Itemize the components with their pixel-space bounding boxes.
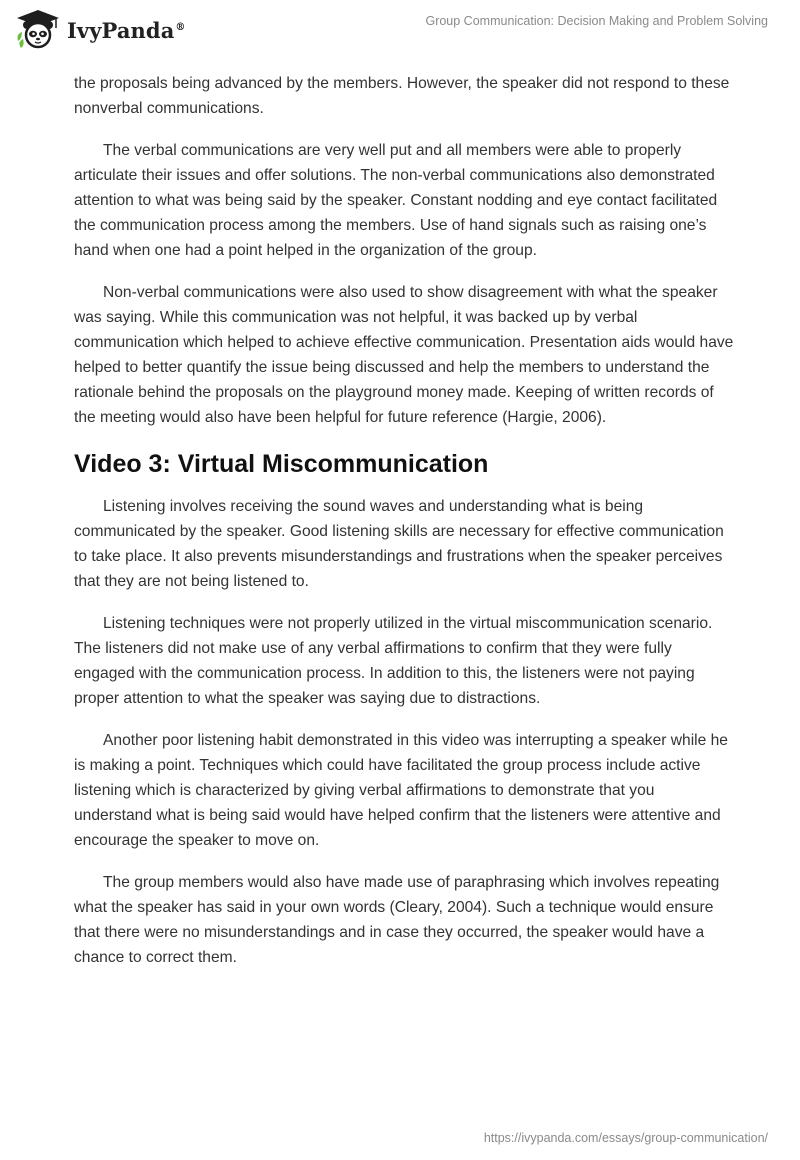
section-heading: Video 3: Virtual Miscommunication — [74, 450, 489, 478]
paragraph-nonverbal-disagreement: Non-verbal communications were also used to show disagreement with what the speaker was saying. While this communication was not helpful, it was backed up by verbal communication which helped to achieve effective communication. Presentation aids would have helped to better quantify the issue being discussed and help the members to understand the rationale behind the proposals on the playground money made. Keeping of written records of the meeting would also have been helpful for future reference (Hargie, 2006). — [74, 284, 734, 426]
panda-graduate-icon — [14, 8, 62, 50]
paragraph-listening-definition: Listening involves receiving the sound waves and understanding what is being communicated by the speaker. Good listening skills are necessary for effective communication to take place. It also prevents misunderstandings and frustrations when the speaker perceives that they are not being listened to. — [74, 498, 724, 590]
registered-mark: ® — [175, 21, 186, 33]
document-title: Group Communication: Decision Making and Problem Solving — [425, 14, 768, 28]
paragraph-poor-listening-habit: Another poor listening habit demonstrated in this video was interrupting a speaker while he is making a point. Techniques which could have facilitated the group process include active listening which is characterized by giving verbal affirmations to demonstrate that you understand what is being said would have helped confirm that the listeners were attentive and encourage the speaker to move on. — [74, 732, 728, 849]
paragraph-continuation: the proposals being advanced by the members. However, the speaker did not respond to these nonverbal communications. — [74, 75, 730, 117]
source-url[interactable]: https://ivypanda.com/essays/group-communication/ — [483, 1131, 768, 1145]
logo-wordmark: IvyPanda® — [67, 17, 186, 43]
paragraph-verbal-communications: The verbal communications are very well put and all members were able to properly articulate their issues and offer solutions. The non-verbal communications also demonstrated attention to what was being said by the speaker. Constant nodding and eye contact facilitated the communication process among the members. Use of hand signals such as raising one’s hand when one had a point helped in the organization of the group. — [74, 142, 718, 259]
essay-content — [74, 71, 734, 987]
ivypanda-logo[interactable] — [14, 8, 186, 50]
page-header — [0, 0, 800, 70]
paragraph-paraphrasing: The group members would also have made use of paraphrasing which involves repeating what the speaker has said in your own words (Cleary, 2004). Such a technique would ensure that there were no misunderstandings and in case they occurred, the speaker would have a chance to correct them. — [74, 874, 720, 966]
paragraph-listening-techniques: Listening techniques were not properly utilized in the virtual miscommunication scenario. The listeners did not make use of any verbal affirmations to confirm that they were fully engaged with the communication process. In addition to this, the listeners were not paying proper attention to what the speaker was saying due to distractions. — [74, 615, 713, 707]
